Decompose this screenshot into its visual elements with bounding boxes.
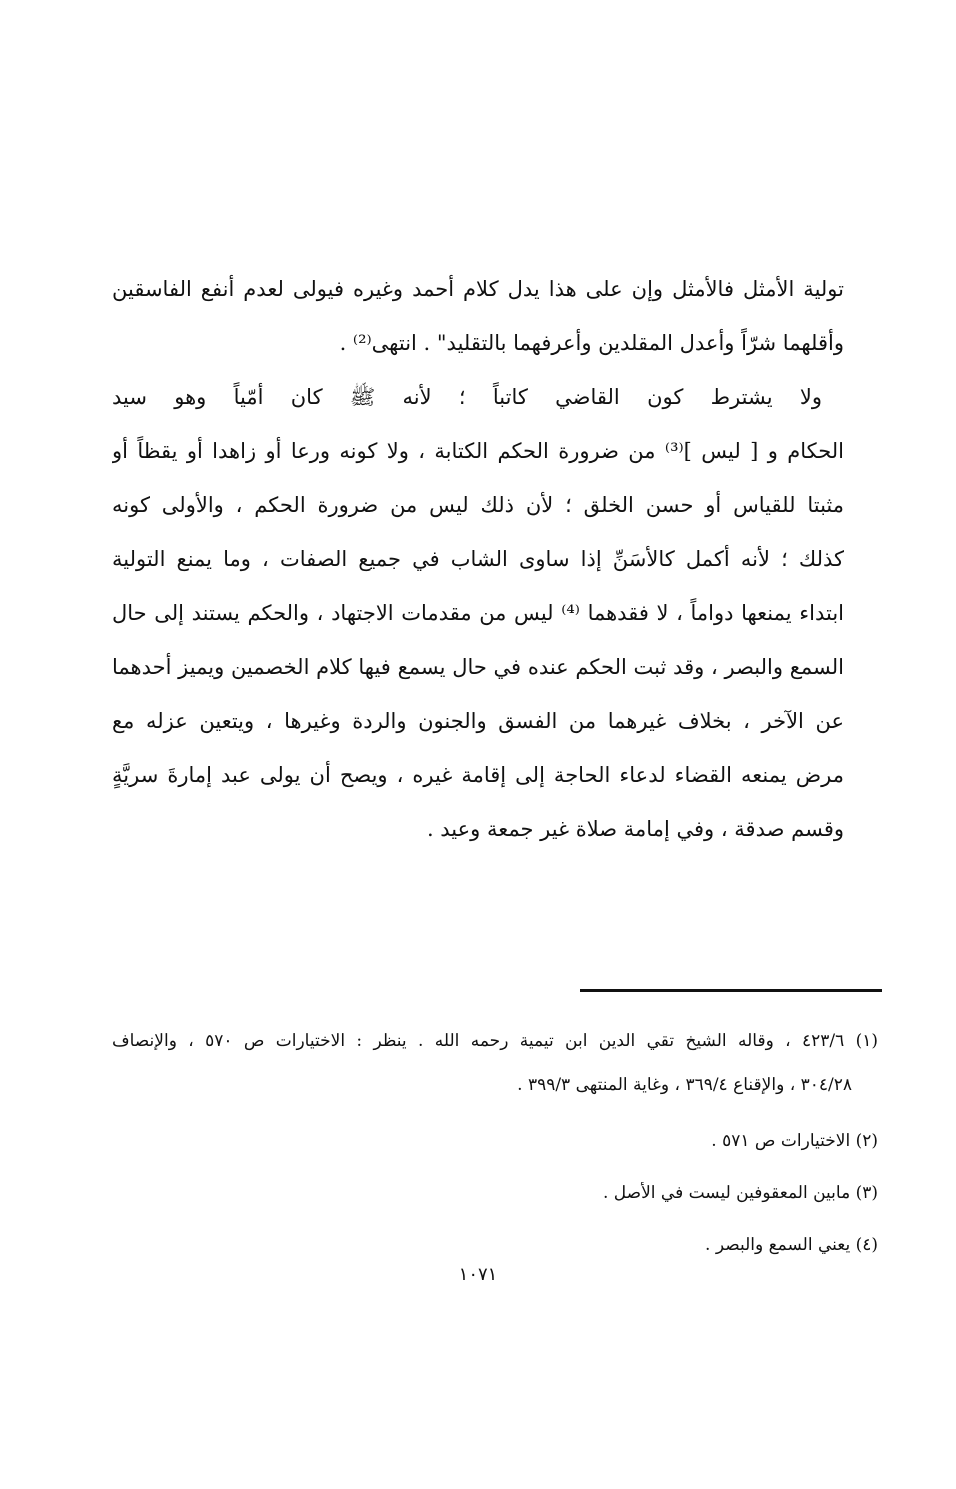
text-line: ولا يشترط كون القاضي كاتباً ؛ لأنه ﷺ كان أمّياً وهو سيد	[112, 385, 822, 409]
footnote-1-continuation: ٣٠٤/٢٨ ، والإقناع ٣٦٩/٤ ، وغاية المنتهى ٣٩٩/٣ .	[517, 1075, 852, 1095]
text-line: وأقلهما شرّاً وأعدل المقلدين وأعرفهما بالتقليد" . انتهى⁽²⁾ .	[339, 331, 844, 355]
footnote-separator	[580, 989, 882, 992]
text-line: وقسم صدقة ، وفي إمامة صلاة غير جمعة وعيد .	[426, 817, 844, 841]
footnotes-block	[112, 1030, 878, 1256]
footnote-2: (٢) الاختيارات ص ٥٧١ .	[711, 1131, 878, 1151]
text-line: الحكام و [ ليس ]⁽³⁾ من ضرورة الحكم الكتابة ، ولا كونه ورعا أو زاهدا أو يقظاً أو	[112, 439, 844, 463]
text-line: عن الآخر ، بخلاف غيرهما من الفسق والجنون والردة وغيرها ، ويتعين عزله مع	[112, 709, 844, 733]
main-text-block	[112, 262, 844, 856]
text-line: السمع والبصر ، وقد ثبت الحكم عنده في حال يسمع فيها كلام الخصمين ويميز أحدهما	[112, 655, 844, 679]
text-line: تولية الأمثل فالأمثل وإن على هذا يدل كلام أحمد وغيره فيولى لعدم أنفع الفاسقين	[112, 277, 844, 301]
text-line: مرض يمنعه القضاء لدعاء الحاجة إلى إقامة غيره ، ويصح أن يولى عبد إمارةَ سريَّةٍ	[112, 763, 844, 787]
text-line: ابتداء يمنعها دواماً ، لا فقدهما ⁽⁴⁾ ليس من مقدمات الاجتهاد ، والحكم يستند إلى حال	[112, 601, 844, 625]
footnote-1: (١) ٤٢٣/٦ ، وقاله الشيخ تقي الدين ابن تيمية رحمه الله . ينظر : الاختيارات ص ٥٧٠ ، والإنصاف	[112, 1031, 878, 1051]
text-line: مثبتا للقياس أو حسن الخلق ؛ لأن ذلك ليس من ضرورة الحكم ، والأولى كونه	[112, 493, 844, 517]
footnote-3: (٣) مابين المعقوفين ليست في الأصل .	[602, 1183, 878, 1203]
text-line: كذلك ؛ لأنه أكمل كالأسَنِّ إذا ساوى الشاب في جميع الصفات ، وما يمنع التولية	[112, 547, 844, 571]
footnote-4: (٤) يعني السمع والبصر .	[705, 1235, 878, 1255]
page-number: ١٠٧١	[458, 1264, 498, 1285]
